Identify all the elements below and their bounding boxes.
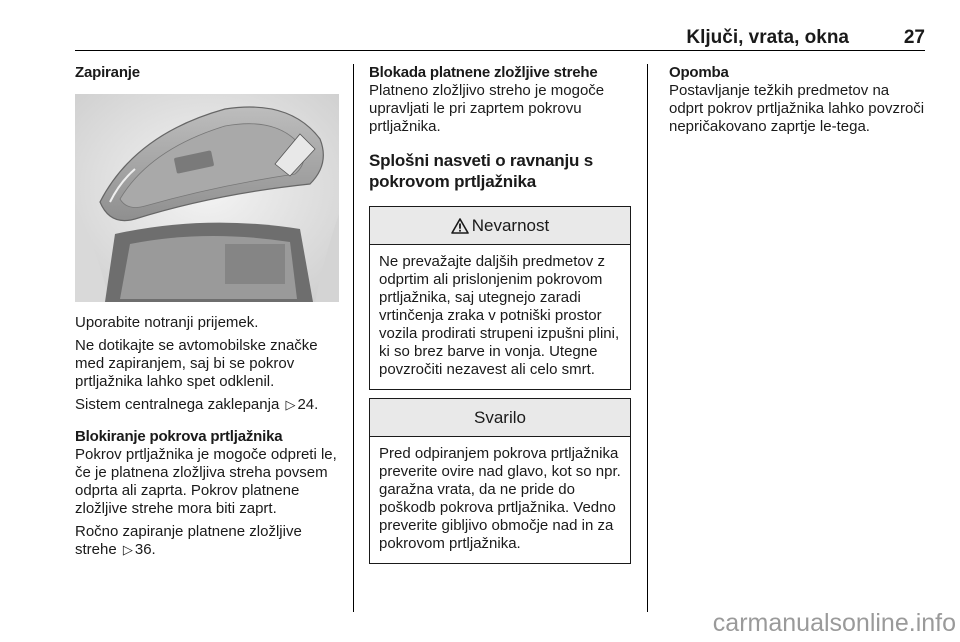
page-header — [75, 26, 925, 51]
warning-triangle-icon — [451, 218, 469, 234]
danger-box — [369, 206, 631, 390]
caution-box-title: Svarilo — [474, 407, 526, 427]
xref-page-link[interactable]: 24. — [297, 396, 319, 413]
danger-box-header — [370, 207, 630, 245]
paragraph — [75, 523, 343, 559]
caution-box-header — [370, 399, 630, 437]
section-heading-blokiranje: Blokiranje pokrova prtljažnika — [75, 428, 283, 445]
paragraph: Ne dotikajte se avtomobilske značke med zapiranjem, saj bi se pokrov prtljažnika lahko spet odklenil. — [75, 337, 318, 390]
paragraph: Platneno zložljivo streho je mogoče upravljati le pri zaprtem pokrovu prtljažnika. — [369, 82, 605, 135]
paragraph: Pokrov prtljažnika je mogoče odpreti le, če je platnena zložljiva streha povsem odprta ali zaprta. Pokrov platnene zložljive strehe mora biti zaprt. — [75, 446, 337, 517]
paragraph — [75, 396, 343, 414]
column-divider — [647, 64, 648, 612]
column-right — [669, 64, 925, 141]
xref-arrow-icon: ▷ — [285, 397, 296, 412]
section-heading-zapiranje: Zapiranje — [75, 64, 140, 81]
note-heading: Opomba — [669, 64, 729, 81]
section-heading-blokada: Blokada platnene zložljive strehe — [369, 64, 598, 81]
xref-text: Sistem centralnega zaklepanja — [75, 396, 280, 413]
chapter-title: Ključi, vrata, okna — [686, 27, 849, 48]
trunk-lid-photo — [75, 94, 339, 302]
xref-page-link[interactable]: 36. — [134, 541, 156, 558]
danger-box-text: Ne prevažajte daljših predmetov z odprtim ali prislonjenim pokrovom prtljažnika, saj utegnejo zaradi vrtinčenja zraka v potniški prostor vozila prodirati strupeni izpušni plini, ki so brez barve in vonja. Utegne povzročiti nezavest ali celo smrt. — [379, 253, 620, 378]
caution-box — [369, 398, 631, 564]
section-heading-splosni-nasveti: Splošni nasveti o ravnanju s pokrovom prtljažnika — [369, 151, 593, 191]
page-number: 27 — [903, 27, 925, 48]
danger-box-title: Nevarnost — [471, 215, 550, 235]
xref-arrow-icon: ▷ — [122, 542, 133, 557]
column-divider — [353, 64, 354, 612]
column-left — [75, 64, 343, 564]
xref-text: Ročno zapiranje platnene zložljive strehe — [75, 523, 302, 558]
caution-box-text: Pred odpiranjem pokrova prtljažnika preverite ovire nad glavo, kot so npr. garažna vrata, da ne pride do poškodb pokrova prtljažnika. Vedno preverite gibljivo območje nad in za pokrovom prtljažnika. — [379, 445, 621, 552]
note-text: Postavljanje težkih predmetov na odprt pokrov prtljažnika lahko povzroči nepričakovano zaprtje le-tega. — [669, 82, 925, 135]
paragraph: Uporabite notranji prijemek. — [75, 314, 259, 331]
column-middle — [369, 64, 631, 564]
watermark: carmanualsonline.info — [712, 609, 956, 637]
